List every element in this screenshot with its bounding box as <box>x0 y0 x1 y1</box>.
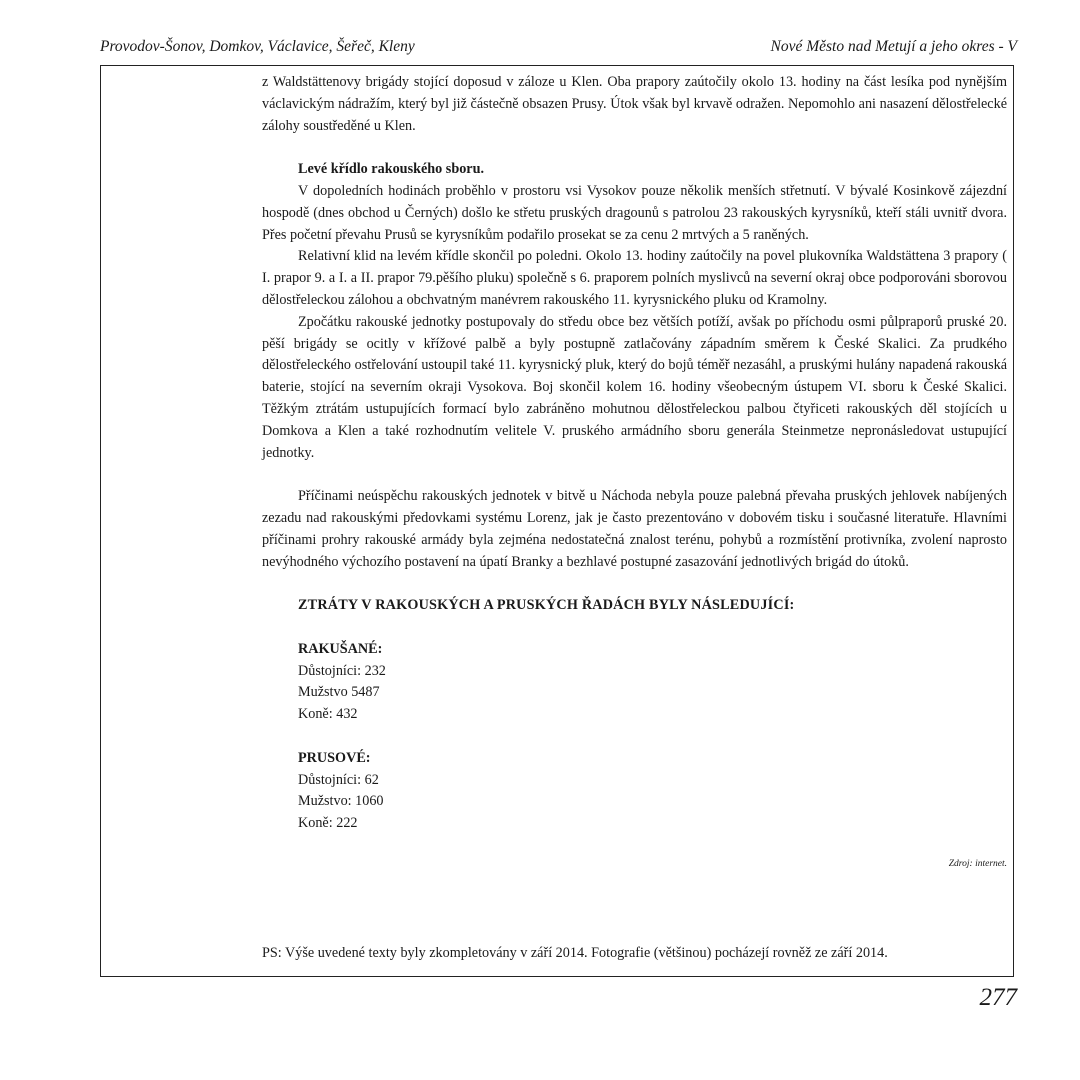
paragraph-continuation: z Waldstättenovy brigády stojící doposud v záloze u Klen. Oba prapory zaútočily okolo 13. hodiny na část lesíka pod nynějším václavickým nádražím, který byl již částečně obsazen Prusy. Útok však byl krvavě odražen. Nepomohlo ani nasazení dělostřelecké zálohy soustředěné u Klen. <box>262 74 1007 134</box>
spacer <box>298 617 1007 639</box>
austrians-heading: RAKUŠANÉ: <box>298 640 383 657</box>
prussians-horses: Koně: 222 <box>298 815 358 832</box>
losses-section <box>262 595 1007 835</box>
paragraph-advance: Zpočátku rakouské jednotky postupovaly do středu obce bez větších potíží, avšak po příchodu osmi půlpraporů pruské 20. pěší brigády se ocitly v křížové palbě a byly postupně zatlačovány západním směrem k České Skalici. Za prudkého dělostřeleckého ostřelování ustoupil také 11. kyrysnický pluk, který do bojů téměř nezasáhl, a pruskými hulány napadená rakouská baterie, stojící na severním okraji Vysokova. Boj skončil kolem 16. hodiny všeobecným ústupem VI. sboru k České Skalici. Těžkým ztrátám ustupujících formací bylo zabráněno mohutnou dělostřeleckou palbou čtyřiceti rakouských děl stojících u Domkova a Klen a také rozhodnutím velitele V. pruského armádního sboru generála Steinmetze nepronásledovat ustupující jednotky. <box>262 313 1007 461</box>
paragraph-vysokov: V dopoledních hodinách proběhlo v prostoru vsi Vysokov pouze několik menších střetnutí. V bývalé Kosinkově zájezdní hospodě (dnes obchod u Černých) došlo ke střetu pruských dragounů s patrolou 23 rakouských kyrysníků, kteří stáli uvnitř dvora. Přes početní převahu Prusů se kyrysníkům podařilo prosekat se za cenu 2 mrtvých a 5 raněných. <box>262 182 1007 243</box>
prussians-officers: Důstojníci: 62 <box>298 771 379 788</box>
paragraph-causes: Příčinami neúspěchu rakouských jednotek v bitvě u Náchoda nebyla pouze palebná převaha pruských jehlovek nabíjených zezadu nad rakouskými předovkami systému Lorenz, jak je často prezentováno v dobovém tisku i současné literatuře. Hlavními příčinami prohry rakouské armády byla zejména nedostatečná znalost terénu, pohybů a rozmístění protivníka, zvolení naprosto nevýhodného výchozího postavení na úpatí Branky a bezhlavé postupné zasazování jednotlivých brigád do útoků. <box>262 488 1007 570</box>
paragraph-relative-calm: Relativní klid na levém křídle skončil po poledni. Okolo 13. hodiny zaútočily na povel plukovníka Waldstättena 3 prapory ( I. prapor 9. a I. a II. prapor 79.pěšího pluku) společně s 6. praporem polních myslivců na severní okraj obce podporováni sborovou dělostřeleckou zálohou a obchvatným manévrem rakouského 11. kyrysnického pluku od Kramolny. <box>262 248 1007 308</box>
running-header-right: Nové Město nad Metují a jeho okres - V <box>770 38 1017 55</box>
running-header-left: Provodov-Šonov, Domkov, Václavice, Šeřeč, Kleny <box>100 38 415 55</box>
austrians-officers: Důstojníci: 232 <box>298 662 386 679</box>
spacer <box>262 464 1007 486</box>
spacer <box>262 573 1007 595</box>
main-text <box>262 72 1007 835</box>
spacer <box>262 137 1007 159</box>
section-heading-left-wing: Levé křídlo rakouského sboru. <box>298 161 485 178</box>
page-number: 277 <box>979 984 1017 1011</box>
source-note: Zdroj: internet. <box>948 859 1007 869</box>
spacer <box>298 726 1007 748</box>
austrians-men: Mužstvo 5487 <box>298 684 380 701</box>
prussians-heading: PRUSOVÉ: <box>298 749 371 766</box>
losses-title: ZTRÁTY V RAKOUSKÝCH A PRUSKÝCH ŘADÁCH BYLY NÁSLEDUJÍCÍ: <box>298 597 795 614</box>
austrians-horses: Koně: 432 <box>298 706 358 723</box>
postscript: PS: Výše uvedené texty byly zkompletovány v září 2014. Fotografie (většinou) pocházejí rovněž ze září 2014. <box>262 945 888 961</box>
prussians-men: Mužstvo: 1060 <box>298 793 384 810</box>
